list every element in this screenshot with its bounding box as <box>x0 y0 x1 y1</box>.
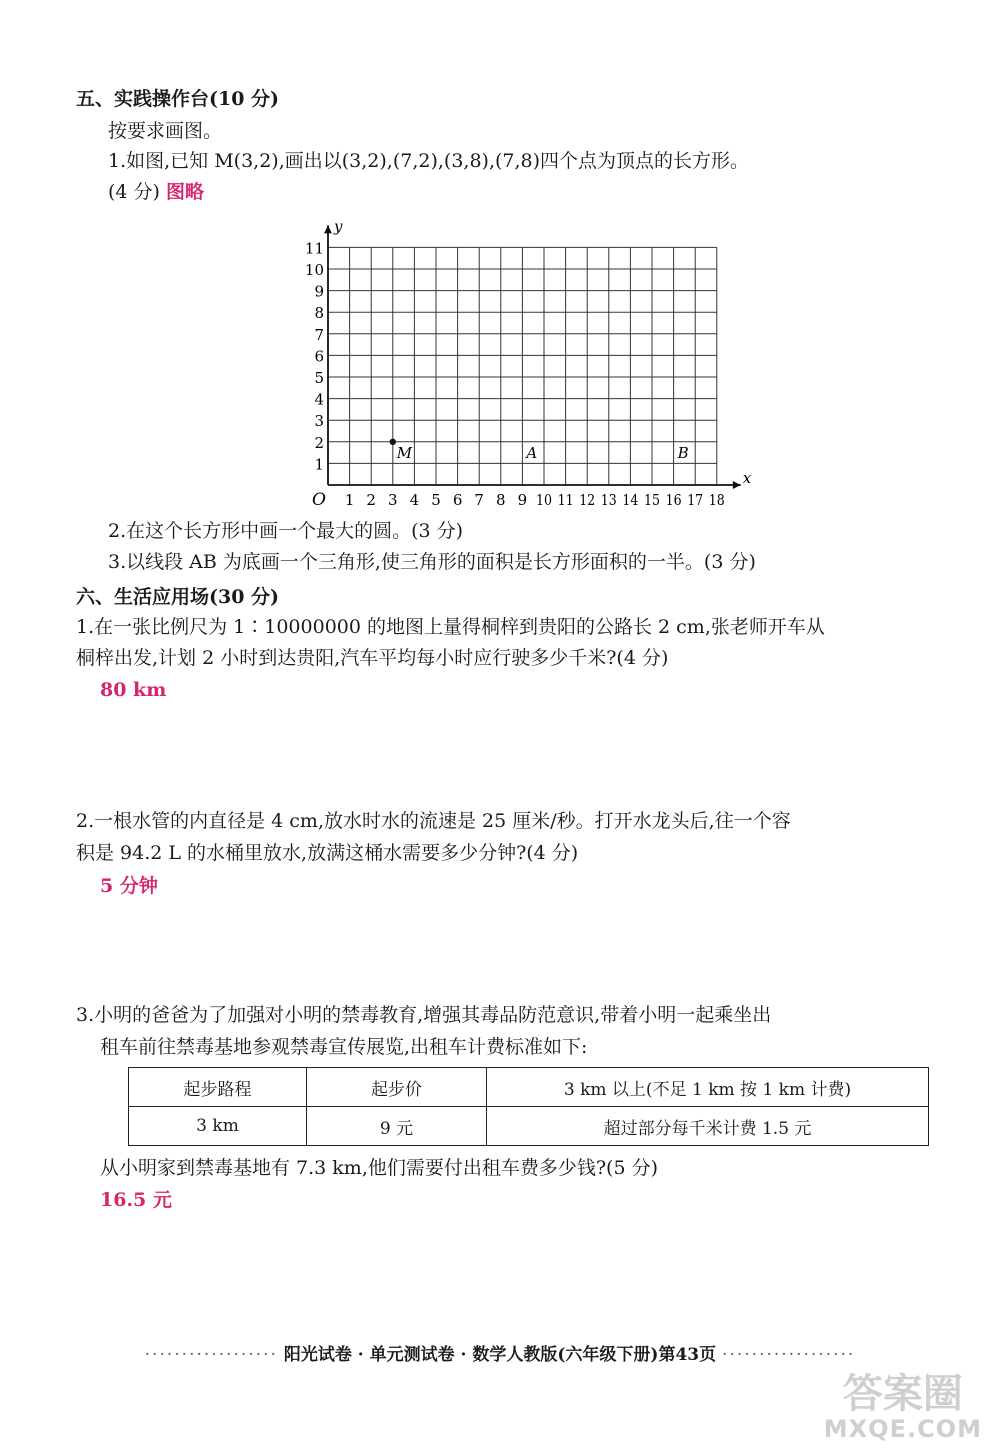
coordinate-grid-figure <box>296 212 766 512</box>
section6-q3-question: 从小明家到禁毒基地有 7.3 km,他们需要付出租车费多少钱?(5 分) <box>100 1157 659 1179</box>
watermark-text-cn: 答案圈 <box>842 1371 963 1417</box>
coordinate-grid-svg <box>296 212 766 512</box>
section5-q1-score-line <box>108 179 204 205</box>
table-row <box>129 1107 929 1146</box>
table-header-cell: 起步路程 <box>129 1068 307 1107</box>
page-footer <box>0 1340 1000 1365</box>
y-axis-arrow-icon <box>324 225 332 233</box>
point-b-label: B <box>677 443 689 462</box>
x-tick-label: 14 <box>622 491 639 509</box>
x-tick-label: 3 <box>388 491 398 509</box>
section5-q1-text: 1.如图,已知 M(3,2),画出以(3,2),(7,2),(3,8),(7,8)四个点为顶点的长方形。 <box>108 150 750 172</box>
y-tick-label: 6 <box>314 347 324 366</box>
x-tick-label: 7 <box>474 491 484 509</box>
section6-q2-text-1: 2.一根水管的内直径是 4 cm,放水时水的流速是 25 厘米/秒。打开水龙头后,往一个容 <box>76 810 791 832</box>
taxi-fare-table <box>128 1067 929 1146</box>
x-tick-label: 4 <box>409 491 420 509</box>
x-tick-label: 5 <box>431 491 441 509</box>
x-tick-label: 8 <box>496 491 506 509</box>
section6-q2-answer: 5 分钟 <box>100 875 158 897</box>
footer-text: 阳光试卷 · 单元测试卷 · 数学人教版(六年级下册)第43页 <box>283 1345 717 1365</box>
x-tick-label: 13 <box>600 491 617 509</box>
y-axis-label: y <box>334 217 343 236</box>
x-tick-label: 15 <box>644 491 660 509</box>
y-tick-label: 4 <box>314 390 324 409</box>
x-axis-label: x <box>742 469 752 487</box>
x-tick-label: 2 <box>366 491 376 509</box>
x-tick-label: 1 <box>344 491 355 509</box>
y-tick-label: 7 <box>314 325 324 344</box>
section5-q3-text: 3.以线段 AB 为底画一个三角形,使三角形的面积是长方形面积的一半。(3 分) <box>108 551 756 573</box>
table-cell: 超过部分每千米计费 1.5 元 <box>487 1107 929 1146</box>
y-tick-label: 5 <box>314 369 324 387</box>
y-tick-label: 11 <box>304 239 324 258</box>
x-tick-label: 16 <box>665 491 682 509</box>
section5-instruction: 按要求画图。 <box>108 120 223 142</box>
x-tick-label: 6 <box>452 491 463 509</box>
y-tick-label: 1 <box>314 455 324 474</box>
table-header-row <box>129 1068 929 1107</box>
x-tick-label: 9 <box>517 491 528 509</box>
section5-q1-answer: 图略 <box>166 181 205 203</box>
watermark-text-url: MXQE.COM <box>823 1415 982 1443</box>
section6-q2-text-2: 积是 94.2 L 的水桶里放水,放满这桶水需要多少分钟?(4 分) <box>76 842 579 864</box>
section6-q1-answer: 80 km <box>100 679 167 701</box>
x-tick-label: 10 <box>536 491 552 509</box>
watermark-logo <box>824 1372 982 1442</box>
y-tick-label: 9 <box>314 282 324 301</box>
table-header-cell: 3 km 以上(不足 1 km 按 1 km 计费) <box>487 1068 929 1107</box>
y-tick-label: 10 <box>304 261 324 279</box>
footer-dots-left: ·················· <box>144 1345 278 1365</box>
x-tick-label: 12 <box>579 491 596 509</box>
section6-q3-text-2: 租车前往禁毒基地参观禁毒宣传展览,出租车计费标准如下: <box>100 1036 588 1058</box>
y-tick-label: 2 <box>314 433 324 452</box>
x-axis-arrow-icon <box>733 481 741 489</box>
point-a-label: A <box>526 443 538 462</box>
origin-label: O <box>312 490 326 510</box>
x-tick-label: 17 <box>687 491 704 509</box>
y-tick-label: 3 <box>314 412 324 431</box>
point-m-label: M <box>396 443 413 462</box>
section6-title: 六、生活应用场(30 分) <box>76 586 280 608</box>
x-tick-label: 18 <box>708 491 725 509</box>
x-tick-label: 11 <box>557 491 574 509</box>
table-cell: 3 km <box>129 1107 307 1146</box>
section6-q1-text-2: 桐梓出发,计划 2 小时到达贵阳,汽车平均每小时应行驶多少千米?(4 分) <box>76 647 669 669</box>
section5-title: 五、实践操作台(10 分) <box>76 88 280 110</box>
table-cell: 9 元 <box>307 1107 487 1146</box>
section5-q2-text: 2.在这个长方形中画一个最大的圆。(3 分) <box>108 520 464 542</box>
point-m-marker <box>390 439 396 445</box>
section6-q1-text-1: 1.在一张比例尺为 1∶10000000 的地图上量得桐梓到贵阳的公路长 2 cm,张老师开车从 <box>76 616 825 638</box>
section5-q1-score: (4 分) <box>108 181 160 203</box>
section6-q3-text-1: 3.小明的爸爸为了加强对小明的禁毒教育,增强其毒品防范意识,带着小明一起乘坐出 <box>76 1004 772 1026</box>
section6-q3-answer: 16.5 元 <box>100 1189 172 1211</box>
table-header-cell: 起步价 <box>307 1068 487 1107</box>
footer-dots-right: ·················· <box>722 1345 856 1365</box>
y-tick-label: 8 <box>314 304 324 323</box>
